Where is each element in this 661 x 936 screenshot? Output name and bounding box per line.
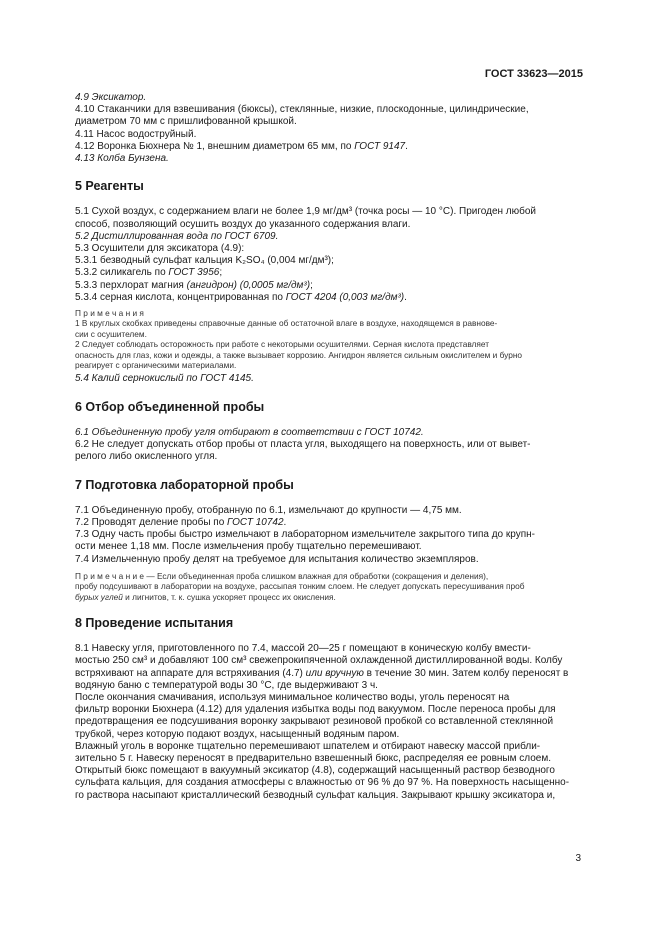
item-7-3-line1: 7.3 Одну часть пробы быстро измельчают в лабораторном измельчителе закрытого типа до крупн- [75,529,535,541]
section-8-title: 8 Проведение испытания [75,615,234,630]
item-5-3-4: 5.3.4 серная кислота, концентрированная по ГОСТ 4204 (0,003 мг/дм³). [75,291,407,303]
item-5-2: 5.2 Дистиллированная вода по ГОСТ 6709. [75,230,279,242]
item-4-9: 4.9 Эксикатор. [75,92,147,103]
item-7-4: 7.4 Измельченную пробу делят на требуемое для испытания количество экземпляров. [75,553,479,565]
notes-5 [75,308,585,370]
gost-reference: ГОСТ 10742 [227,516,284,528]
item-5-3: 5.3 Осушители для эксикатора (4.9): [75,243,245,255]
para-b-line4: трубкой, через которую подают воздух, насыщенный водяным паром. [75,728,400,740]
item-4-12: 4.12 Воронка Бюхнера № 1, внешним диаметром 65 мм, по ГОСТ 9147. [75,140,408,152]
note-1-line2: сии с осушителем. [75,328,147,339]
standard-code-header: ГОСТ 33623—2015 [484,68,583,80]
note-2-line3: реагирует с органическими материалами. [75,360,237,371]
gost-reference: ГОСТ 9147 [354,140,406,152]
item-4-11: 4.11 Насос водоструйный. [75,128,197,140]
item-5-1-line2: способ, позволяющий осушить воздух до указанного содержания влаги. [75,218,411,230]
para-b-line1: После окончания смачивания, используя минимальное количество воды, уголь переносят на [75,691,510,703]
item-7-2: 7.2 Проводят деление пробы по ГОСТ 10742. [75,516,287,528]
item-6-1: 6.1 Объединенную пробу угля отбирают в соответствии с ГОСТ 10742. [75,426,424,438]
para-b-line3: предотвращения ее подсушивания воронку закрывают резиновой пробкой со вставленной стеклянной [75,716,554,728]
item-7-3-line2: ости менее 1,18 мм. После измельчения пробу тщательно перемешивают. [75,541,422,553]
page-content [75,92,585,802]
note-2-line2: опасность для глаз, кожи и одежды, а также вызывает коррозию. Ангидрон является сильным окислителем и бурно [75,349,523,360]
para-c-line2: зительно 5 г. Навеску переносят в предварительно взвешенный бюкс, распределяя ее ровным слоем. [75,752,551,764]
section-7-title: 7 Подготовка лабораторной пробы [75,477,294,492]
item-4-10-line1: 4.10 Стаканчики для взвешивания (бюксы), стеклянные, низкие, плоскодонные, цилиндрические, [75,104,529,116]
para-c-line1: Влажный уголь в воронке тщательно перемешивают шпателем и отбирают навеску массой прибли- [75,740,541,752]
item-5-3-3: 5.3.3 перхлорат магния (ангидрон) (0,0005 мг/дм³); [75,279,313,291]
item-6-2-line2: релого либо окисленного угля. [75,451,218,463]
item-5-1-line1: 5.1 Сухой воздух, с содержанием влаги не более 1,9 мг/дм³ (точка росы — 10 °С). Пригоден любой [75,206,537,218]
item-8-1-line4: водяную баню с температурой воды 30 °С, где выдерживают 3 ч. [75,679,378,691]
item-4-10-line2: диаметром 70 мм с пришлифованной крышкой. [75,116,297,128]
item-5-3-2: 5.3.2 силикагель по ГОСТ 3956; [75,267,223,279]
para-b-line2: фильтр воронки Бюхнера (4.12) для удаления избытка воды под вакуумом. После переноса пробы для [75,704,556,716]
section-6-title: 6 Отбор объединенной пробы [75,399,265,414]
item-8-1-line3: встряхивают на аппарате для встряхивания (4.7) или вручную в течение 30 мин. Затем колбу переносят в [75,667,569,679]
item-7-1: 7.1 Объединенную пробу, отобранную по 6.1, измельчают до крупности — 4,75 мм. [75,504,462,516]
gost-reference: ГОСТ 3956 [168,267,220,279]
note-2-line1: 2 Следует соблюдать осторожность при работе с некоторыми осушителями. Серная кислота представляет [75,339,490,350]
item-4-13: 4.13 Колба Бунзена. [75,153,169,165]
note-7-line3: бурых углей и лигнитов, т. к. сушка ускоряет процесс их окисления. [75,591,336,602]
page-number: 3 [575,853,581,864]
note-7-line2: пробу подсушивают в лаборатории на воздухе, рассыпая тонким слоем. Не следует допускать пересушивания проб [75,581,525,592]
item-8-1-line1: 8.1 Навеску угля, приготовленного по 7.4, массой 20—25 г помещают в коническую колбу вмести- [75,643,531,655]
item-5-4: 5.4 Калий сернокислый по ГОСТ 4145. [75,373,254,385]
item-6-2-line1: 6.2 Не следует допускать отбор пробы от пласта угля, выходящего на поверхность, или от вывет- [75,439,531,451]
note-label: П р и м е ч а н и е [75,570,145,581]
para-c-line4: сульфата кальция, для создания атмосферы с влажностью от 96 % до 97 %. На поверхность насыщенно- [75,777,570,789]
note-7-line1: П р и м е ч а н и е — Если объединенная проба слишком влажная для обработки (сокращения и деления), [75,570,489,581]
notes-label: П р и м е ч а н и я [75,308,144,319]
para-c-line5: го раствора насыпают кристаллический безводный сульфат кальция. Закрывают крышку эксикатора и, [75,789,556,801]
note-7 [75,571,585,602]
section-5-title: 5 Реагенты [75,179,144,194]
note-1-line1: 1 В круглых скобках приведены справочные данные об остаточной влаге в воздухе, находящемся в равнове- [75,318,498,329]
para-c-line3: Открытый бюкс помещают в вакуумный эксикатор (4.8), содержащий насыщенный раствор безводного [75,765,555,777]
item-8-1-line2: мостью 250 см³ и добавляют 100 см³ свежепрокипяченной охлажденной дистиллированной воды. Колбу [75,655,563,667]
item-5-3-1: 5.3.1 безводный сульфат кальция K₂SO₄ (0,004 мг/дм³); [75,255,334,267]
